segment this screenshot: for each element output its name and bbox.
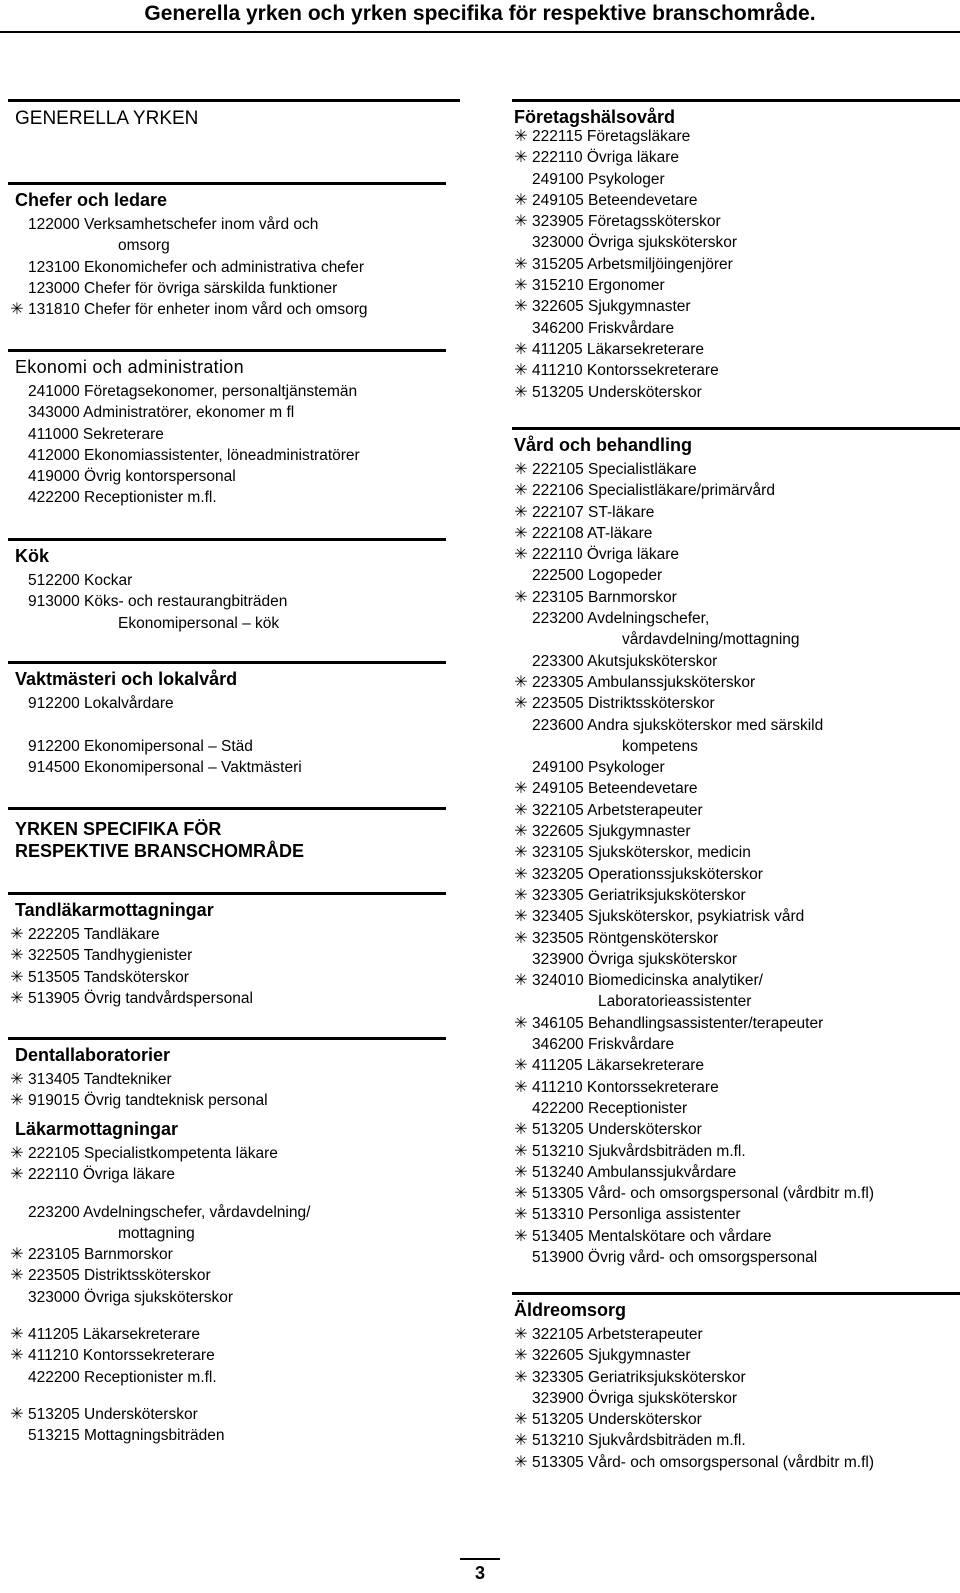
list-item <box>512 232 960 253</box>
list-item <box>512 991 960 1012</box>
asterisk-icon: ✳ <box>514 255 528 273</box>
list-item <box>512 275 960 296</box>
chefer-section <box>8 182 446 320</box>
list-item <box>512 1324 960 1345</box>
asterisk-icon: ✳ <box>10 989 24 1007</box>
list-item <box>8 1186 446 1202</box>
list-item-text: 513210 Sjukvårdsbiträden m.fl. <box>532 1142 746 1160</box>
list-item <box>8 1388 446 1404</box>
list-item-text: 249105 Beteendevetare <box>532 191 698 209</box>
list-item <box>8 402 446 423</box>
list-item <box>512 502 960 523</box>
list-item <box>512 296 960 317</box>
list-item-text: 222105 Specialistläkare <box>532 461 697 478</box>
list-item <box>512 1226 960 1247</box>
list-item <box>8 1164 446 1185</box>
asterisk-icon: ✳ <box>514 362 528 380</box>
lakarmott-heading: Läkarmottagningar <box>15 1119 179 1139</box>
list-item <box>8 381 446 402</box>
specifika-section <box>8 807 446 862</box>
list-item <box>512 1013 960 1034</box>
list-item-text: 346200 Friskvårdare <box>532 1036 675 1054</box>
list-item-text: 322105 Arbetsterapeuter <box>532 801 703 819</box>
list-item-text: Ekonomipersonal – kök <box>118 614 280 632</box>
list-item <box>8 1223 446 1244</box>
list-item <box>8 1345 446 1366</box>
list-item <box>512 1055 960 1076</box>
list-item-text: 323505 Röntgensköterskor <box>532 929 719 947</box>
list-item-text: 223200 Avdelningschefer, vårdavdelning/ <box>28 1203 311 1221</box>
list-item-text: 411205 Läkarsekreterare <box>28 1326 201 1344</box>
list-item <box>512 360 960 381</box>
list-item <box>8 757 446 778</box>
asterisk-icon: ✳ <box>10 1347 24 1365</box>
list-item <box>8 214 446 235</box>
list-item <box>512 736 960 757</box>
list-item <box>512 480 960 501</box>
list-item <box>8 299 446 320</box>
asterisk-icon: ✳ <box>514 1326 528 1343</box>
asterisk-icon: ✳ <box>10 1092 24 1110</box>
list-item <box>8 591 446 612</box>
page-number: 3 <box>474 1563 485 1583</box>
asterisk-icon: ✳ <box>10 1326 24 1344</box>
list-item <box>512 459 960 480</box>
asterisk-icon: ✳ <box>514 673 528 691</box>
asterisk-icon: ✳ <box>514 1078 528 1096</box>
asterisk-icon: ✳ <box>514 972 528 990</box>
list-item-text: 422200 Receptionister <box>532 1099 688 1117</box>
asterisk-icon: ✳ <box>10 1405 24 1423</box>
asterisk-icon: ✳ <box>514 340 528 358</box>
asterisk-icon: ✳ <box>514 801 528 819</box>
asterisk-icon: ✳ <box>514 1411 528 1429</box>
list-item-text: 513210 Sjukvårdsbiträden m.fl. <box>532 1432 746 1450</box>
asterisk-icon: ✳ <box>10 1246 24 1264</box>
list-item <box>8 1425 446 1446</box>
list-item-text: 513305 Vård- och omsorgspersonal (vårdbitr m.fl) <box>532 1185 875 1203</box>
asterisk-icon: ✳ <box>514 1432 528 1450</box>
vaktmasteri-section <box>8 661 446 778</box>
asterisk-icon: ✳ <box>10 947 24 965</box>
list-item-text: 222115 Företagsläkare <box>532 128 691 145</box>
ekonomi-list <box>8 381 446 509</box>
page-title: Generella yrken och yrken specifika för respektive branschområde. <box>144 2 816 25</box>
list-item-text: 513205 Undersköterskor <box>532 383 702 401</box>
list-item <box>512 629 960 650</box>
asterisk-icon: ✳ <box>514 298 528 316</box>
list-item <box>8 257 446 278</box>
asterisk-icon: ✳ <box>514 695 528 713</box>
list-item-text: 241000 Företagsekonomer, personaltjänstemän <box>28 383 358 400</box>
asterisk-icon: ✳ <box>10 1145 24 1162</box>
asterisk-icon: ✳ <box>514 1014 528 1032</box>
list-item-text: 346105 Behandlingsassistenter/terapeuter <box>532 1014 824 1032</box>
list-item-text: 222105 Specialistkompetenta läkare <box>28 1145 278 1162</box>
list-item <box>512 1183 960 1204</box>
list-item <box>512 587 960 608</box>
list-item <box>512 523 960 544</box>
asterisk-icon: ✳ <box>514 780 528 798</box>
tandlakar-list <box>8 924 446 1009</box>
list-item-text: 222110 Övriga läkare <box>532 149 680 167</box>
asterisk-icon: ✳ <box>10 926 24 943</box>
list-item <box>8 1090 446 1111</box>
asterisk-icon: ✳ <box>514 929 528 947</box>
list-item-text: 323105 Sjuksköterskor, medicin <box>532 844 751 862</box>
list-item-text: 513215 Mottagningsbiträden <box>28 1427 225 1445</box>
page-number-rule <box>460 1558 500 1560</box>
list-item <box>512 1162 960 1183</box>
asterisk-icon: ✳ <box>10 1071 24 1088</box>
list-item <box>512 126 960 147</box>
list-item-text: 343000 Administratörer, ekonomer m fl <box>28 404 295 422</box>
list-item <box>8 1287 446 1308</box>
list-item <box>8 924 446 945</box>
list-item-text: 512200 Kockar <box>28 572 133 589</box>
list-item <box>512 1247 960 1268</box>
list-item <box>8 988 446 1009</box>
list-item-text: 323305 Geriatriksjuksköterskor <box>532 1368 746 1386</box>
list-item <box>512 1388 960 1409</box>
list-item-text: 249100 Psykologer <box>532 759 665 777</box>
list-item-text: 323900 Övriga sjuksköterskor <box>532 950 738 968</box>
list-item <box>512 382 960 403</box>
list-item <box>8 693 446 714</box>
list-item <box>8 445 446 466</box>
list-item <box>512 757 960 778</box>
asterisk-icon: ✳ <box>10 1267 24 1285</box>
list-item-text: 513310 Personliga assistenter <box>532 1206 741 1224</box>
list-item-text: vårdavdelning/mottagning <box>622 631 800 649</box>
list-item-text: 513240 Ambulanssjukvårdare <box>532 1163 737 1181</box>
list-item-text: 123100 Ekonomichefer och administrativa chefer <box>28 258 365 276</box>
list-item-text: 422200 Receptionister m.fl. <box>28 1368 217 1386</box>
list-item-text: 419000 Övrig kontorspersonal <box>28 468 236 486</box>
list-item-text: 912200 Lokalvårdare <box>28 695 174 712</box>
list-item-text: 913000 Köks- och restaurangbiträden <box>28 593 288 611</box>
asterisk-icon: ✳ <box>514 588 528 606</box>
list-item-text: 411210 Kontorssekreterare <box>28 1347 215 1365</box>
list-item-text: 422200 Receptionister m.fl. <box>28 489 217 507</box>
list-item-text: 223105 Barnmorskor <box>532 588 677 606</box>
generella-header: GENERELLA YRKEN <box>15 108 199 129</box>
asterisk-icon: ✳ <box>514 503 528 521</box>
list-item-text: Laboratorieassistenter <box>598 993 752 1011</box>
list-item-text: 513905 Övrig tandvårdspersonal <box>28 989 253 1007</box>
list-item-text: 315205 Arbetsmiljöingenjörer <box>532 255 733 273</box>
list-item-text: 412000 Ekonomiassistenter, löneadministratörer <box>28 446 360 464</box>
list-item-text: 513505 Tandsköterskor <box>28 968 189 986</box>
asterisk-icon: ✳ <box>514 524 528 542</box>
list-item <box>8 714 446 735</box>
list-item <box>512 672 960 693</box>
list-item-text: omsorg <box>118 237 170 255</box>
asterisk-icon: ✳ <box>514 908 528 926</box>
list-item-text: 324010 Biomedicinska analytiker/ <box>532 972 763 990</box>
list-item-text: 411210 Kontorssekreterare <box>532 362 719 380</box>
list-item <box>512 339 960 360</box>
list-item <box>8 1324 446 1345</box>
ekonomi-heading: Ekonomi och administration <box>15 357 244 377</box>
list-item-text: 222107 ST-läkare <box>532 503 655 521</box>
vard-heading: Vård och behandling <box>514 435 693 455</box>
list-item-text: 223600 Andra sjuksköterskor med särskild <box>532 716 824 734</box>
asterisk-icon: ✳ <box>514 128 528 145</box>
lakarmott-section <box>8 1114 446 1447</box>
list-item-text: 323000 Övriga sjuksköterskor <box>28 1288 234 1306</box>
list-item <box>512 1367 960 1388</box>
list-item-text: 315210 Ergonomer <box>532 277 665 295</box>
list-item <box>8 466 446 487</box>
list-item-text: 411210 Kontorssekreterare <box>532 1078 719 1096</box>
list-item-text: 223505 Distriktssköterskor <box>532 695 715 713</box>
foretag-section <box>512 99 960 403</box>
list-item-text: 513305 Vård- och omsorgspersonal (vårdbitr m.fl) <box>532 1453 875 1471</box>
asterisk-icon: ✳ <box>514 461 528 478</box>
list-item-text: 912200 Ekonomipersonal – Städ <box>28 737 253 755</box>
asterisk-icon: ✳ <box>514 213 528 231</box>
list-item <box>512 906 960 927</box>
list-item <box>8 967 446 988</box>
asterisk-icon: ✳ <box>514 886 528 904</box>
kok-heading: Kök <box>15 546 50 566</box>
aldre-heading: Äldreomsorg <box>514 1300 627 1320</box>
asterisk-icon: ✳ <box>514 1121 528 1139</box>
list-item <box>512 800 960 821</box>
list-item-text: 323900 Övriga sjuksköterskor <box>532 1389 738 1407</box>
aldre-section <box>512 1292 960 1473</box>
list-item <box>512 864 960 885</box>
list-item <box>512 1345 960 1366</box>
asterisk-icon: ✳ <box>10 301 24 319</box>
list-item <box>512 693 960 714</box>
list-item <box>512 1098 960 1119</box>
asterisk-icon: ✳ <box>514 191 528 209</box>
list-item <box>8 487 446 508</box>
list-item <box>8 1244 446 1265</box>
list-item-text: 322105 Arbetsterapeuter <box>532 1326 703 1343</box>
list-item-text: 411000 Sekreterare <box>28 425 164 443</box>
list-item <box>512 1077 960 1098</box>
asterisk-icon: ✳ <box>514 844 528 862</box>
list-item <box>512 970 960 991</box>
list-item <box>8 570 446 591</box>
foretag-heading: Företagshälsovård <box>514 107 676 127</box>
list-item-text: 323000 Övriga sjuksköterskor <box>532 234 738 252</box>
list-item-text: 222106 Specialistläkare/primärvård <box>532 482 775 500</box>
asterisk-icon: ✳ <box>10 968 24 986</box>
list-item-text: 322605 Sjukgymnaster <box>532 823 691 841</box>
list-item <box>8 613 446 634</box>
list-item-text: 223300 Akutsjuksköterskor <box>532 652 718 670</box>
list-item-text: 222205 Tandläkare <box>28 926 160 943</box>
asterisk-icon: ✳ <box>514 1368 528 1386</box>
asterisk-icon: ✳ <box>514 823 528 841</box>
list-item <box>512 190 960 211</box>
list-item-text: 322505 Tandhygienister <box>28 947 193 965</box>
list-item-text: 222110 Övriga läkare <box>28 1166 176 1184</box>
list-item-text: 322605 Sjukgymnaster <box>532 1347 691 1365</box>
list-item <box>512 1119 960 1140</box>
list-item-text: 323405 Sjuksköterskor, psykiatrisk vård <box>532 908 805 926</box>
list-item <box>512 318 960 339</box>
title-rule <box>0 31 960 33</box>
list-item-text: 513405 Mentalskötare och vårdare <box>532 1227 772 1245</box>
tandlakar-section <box>8 892 446 1009</box>
list-item-text: 513205 Undersköterskor <box>532 1411 702 1429</box>
specifika-header-1: YRKEN SPECIFIKA FÖR <box>15 819 222 839</box>
list-item <box>8 1202 446 1223</box>
list-item-text: 323905 Företagssköterskor <box>532 213 721 231</box>
asterisk-icon: ✳ <box>514 1057 528 1075</box>
kok-section <box>8 538 446 634</box>
chefer-heading: Chefer och ledare <box>15 190 168 210</box>
list-item <box>512 821 960 842</box>
list-item <box>512 885 960 906</box>
list-item <box>512 254 960 275</box>
asterisk-icon: ✳ <box>514 1206 528 1224</box>
list-item-text: 513900 Övrig vård- och omsorgspersonal <box>532 1248 818 1266</box>
list-item-text: 346200 Friskvårdare <box>532 319 675 337</box>
list-item <box>512 1141 960 1162</box>
asterisk-icon: ✳ <box>514 1227 528 1245</box>
list-item <box>8 278 446 299</box>
asterisk-icon: ✳ <box>514 277 528 295</box>
list-item <box>512 949 960 970</box>
list-item-text: 249105 Beteendevetare <box>532 780 698 798</box>
asterisk-icon: ✳ <box>10 1166 24 1184</box>
list-item-text: kompetens <box>622 737 698 755</box>
list-item <box>512 147 960 168</box>
list-item-text: 222500 Logopeder <box>532 567 663 585</box>
list-item <box>512 1034 960 1055</box>
tandlakar-heading: Tandläkarmottagningar <box>15 900 214 920</box>
list-item-text: 249100 Psykologer <box>532 170 665 188</box>
kok-list <box>8 570 446 634</box>
asterisk-icon: ✳ <box>514 865 528 883</box>
list-item-text: 323305 Geriatriksjuksköterskor <box>532 886 746 904</box>
generella-section <box>8 99 460 130</box>
list-item <box>512 211 960 232</box>
list-item <box>8 1069 446 1090</box>
vard-list <box>512 459 960 1268</box>
list-item <box>512 565 960 586</box>
asterisk-icon: ✳ <box>514 1347 528 1365</box>
vard-section <box>512 427 960 1268</box>
list-item <box>512 715 960 736</box>
list-item <box>512 608 960 629</box>
list-item-text: 411205 Läkarsekreterare <box>532 340 705 358</box>
asterisk-icon: ✳ <box>514 383 528 401</box>
dental-section <box>8 1037 446 1112</box>
list-item-text: 323205 Operationssjuksköterskor <box>532 865 763 883</box>
asterisk-icon: ✳ <box>514 1163 528 1181</box>
list-item-text: 123000 Chefer för övriga särskilda funktioner <box>28 279 338 297</box>
list-item-text: 131810 Chefer för enheter inom vård och omsorg <box>28 301 368 319</box>
asterisk-icon: ✳ <box>514 482 528 500</box>
list-item <box>512 1430 960 1451</box>
list-item-text: 223505 Distriktssköterskor <box>28 1267 211 1285</box>
list-item <box>512 544 960 565</box>
list-item-text: 513205 Undersköterskor <box>532 1121 702 1139</box>
list-item-text: 222108 AT-läkare <box>532 524 653 542</box>
asterisk-icon: ✳ <box>514 1185 528 1203</box>
foretag-list <box>512 126 960 403</box>
asterisk-icon: ✳ <box>514 149 528 167</box>
list-item <box>512 1452 960 1473</box>
asterisk-icon: ✳ <box>514 546 528 564</box>
asterisk-icon: ✳ <box>514 1142 528 1160</box>
list-item <box>512 842 960 863</box>
vaktmasteri-heading: Vaktmästeri och lokalvård <box>15 669 238 689</box>
list-item-text: 919015 Övrig tandteknisk personal <box>28 1092 268 1110</box>
list-item-text: 322605 Sjukgymnaster <box>532 298 691 316</box>
list-item <box>512 778 960 799</box>
lakarmott-list <box>8 1143 446 1447</box>
list-item <box>8 424 446 445</box>
list-item-text: 313405 Tandtekniker <box>28 1071 172 1088</box>
list-item <box>8 1265 446 1286</box>
list-item <box>8 736 446 757</box>
list-item <box>8 1367 446 1388</box>
dental-heading: Dentallaboratorier <box>15 1045 171 1065</box>
list-item <box>512 1409 960 1430</box>
list-item-text: mottagning <box>118 1224 195 1242</box>
chefer-list <box>8 214 446 320</box>
list-item <box>512 928 960 949</box>
list-item <box>512 169 960 190</box>
list-item-text: 411205 Läkarsekreterare <box>532 1057 705 1075</box>
list-item <box>8 235 446 256</box>
vaktmasteri-list <box>8 693 446 778</box>
dental-list <box>8 1069 446 1112</box>
list-item-text: 914500 Ekonomipersonal – Vaktmästeri <box>28 758 302 776</box>
list-item <box>8 1404 446 1425</box>
list-item-text: 223105 Barnmorskor <box>28 1246 173 1264</box>
aldre-list <box>512 1324 960 1473</box>
list-item-text: 223305 Ambulanssjuksköterskor <box>532 673 756 691</box>
ekonomi-section <box>8 349 446 509</box>
list-item <box>8 945 446 966</box>
list-item <box>8 1143 446 1164</box>
list-item <box>512 651 960 672</box>
list-item-text: 222110 Övriga läkare <box>532 546 680 564</box>
list-item <box>8 1308 446 1324</box>
specifika-header-2: RESPEKTIVE BRANSCHOMRÅDE <box>15 841 305 861</box>
list-item <box>512 1204 960 1225</box>
list-item-text: 223200 Avdelningschefer, <box>532 610 710 628</box>
list-item-text: 513205 Undersköterskor <box>28 1405 198 1423</box>
list-item-text: 122000 Verksamhetschefer inom vård och <box>28 216 319 233</box>
asterisk-icon: ✳ <box>514 1453 528 1471</box>
